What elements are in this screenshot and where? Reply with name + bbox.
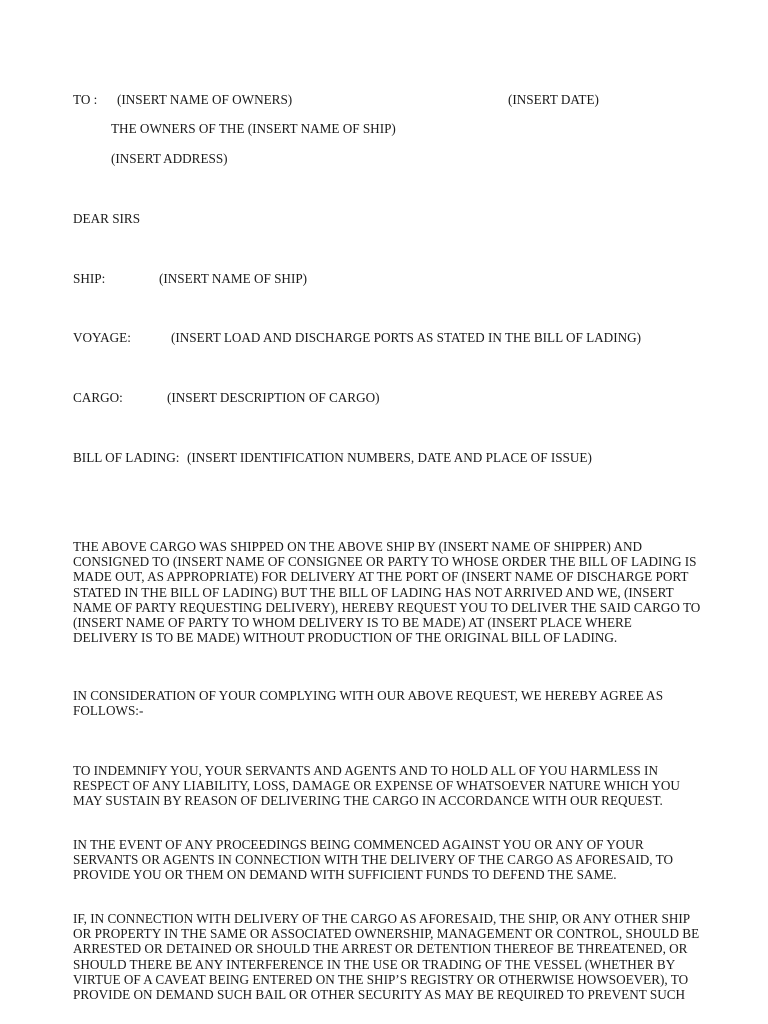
bill-of-lading-value: (INSERT IDENTIFICATION NUMBERS, DATE AND PLACE OF ISSUE): [187, 450, 592, 465]
to-label: TO :: [73, 92, 98, 107]
owners-placeholder: (INSERT NAME OF OWNERS): [117, 92, 293, 107]
paragraph-request: THE ABOVE CARGO WAS SHIPPED ON THE ABOVE SHIP BY (INSERT NAME OF SHIPPER) AND CONSIGNED TO (INSERT NAME OF CONSIGNEE OR PARTY TO WHOSE ORDER THE BILL OF LADING IS MADE OUT, AS APPROPRIATE) FOR DELIVERY AT THE PORT OF (INSERT NAME OF DISCHARGE PORT STATED IN THE BILL OF LADING) BUT THE BILL OF LADING HAS NOT ARRIVED AND WE, (INSERT NAME OF PARTY REQUESTING DELIVERY), HEREBY REQUEST YOU TO DELIVER THE SAID CARGO TO (INSERT NAME OF PARTY TO WHOM DELIVERY IS TO BE MADE) AT (INSERT PLACE WHERE DELIVERY IS TO BE MADE) WITHOUT PRODUCTION OF THE ORIGINAL BILL OF LADING.: [73, 539, 701, 646]
paragraph-indemnify: TO INDEMNIFY YOU, YOUR SERVANTS AND AGENTS AND TO HOLD ALL OF YOU HARMLESS IN RESPECT OF ANY LIABILITY, LOSS, DAMAGE OR EXPENSE OF WHATSOEVER NATURE WHICH YOU MAY SUSTAIN BY REASON OF DELIVERING THE CARGO IN ACCORDANCE WITH OUR REQUEST.: [73, 763, 680, 809]
date-placeholder: (INSERT DATE): [508, 92, 599, 107]
bill-of-lading-label: BILL OF LADING:: [73, 450, 180, 465]
paragraph-arrest: IF, IN CONNECTION WITH DELIVERY OF THE CARGO AS AFORESAID, THE SHIP, OR ANY OTHER SHIP OR PROPERTY IN THE SAME OR ASSOCIATED OWNERSHIP, MANAGEMENT OR CONTROL, SHOULD BE ARRESTED OR DETAINED OR SHOULD THE ARREST OR DETENTION THEREOF BE THREATENED, OR SHOULD THERE BE ANY INTERFERENCE IN THE USE OR TRADING OF THE VESSEL (WHETHER BY VIRTUE OF A CAVEAT BEING ENTERED ON THE SHIP’S REGISTRY OR OTHERWISE HOWSOEVER), TO PROVIDE ON DEMAND SUCH BAIL OR OTHER SECURITY AS MAY BE REQUIRED TO PREVENT SUCH: [73, 911, 700, 1003]
ship-label: SHIP:: [73, 271, 106, 286]
address-placeholder: (INSERT ADDRESS): [111, 151, 228, 166]
salutation: DEAR SIRS: [73, 211, 141, 226]
ship-value: (INSERT NAME OF SHIP): [159, 271, 308, 286]
voyage-label: VOYAGE:: [73, 330, 131, 345]
paragraph-proceedings: IN THE EVENT OF ANY PROCEEDINGS BEING COMMENCED AGAINST YOU OR ANY OF YOUR SERVANTS OR AGENTS IN CONNECTION WITH THE DELIVERY OF THE CARGO AS AFORESAID, TO PROVIDE YOU OR THEM ON DEMAND WITH SUFFICIENT FUNDS TO DEFEND THE SAME.: [73, 837, 673, 883]
paragraph-consideration: IN CONSIDERATION OF YOUR COMPLYING WITH OUR ABOVE REQUEST, WE HEREBY AGREE AS FOLLOWS:-: [73, 688, 664, 719]
voyage-value: (INSERT LOAD AND DISCHARGE PORTS AS STATED IN THE BILL OF LADING): [171, 330, 642, 345]
cargo-label: CARGO:: [73, 390, 123, 405]
cargo-value: (INSERT DESCRIPTION OF CARGO): [167, 390, 380, 405]
owners-of-ship: THE OWNERS OF THE (INSERT NAME OF SHIP): [111, 121, 396, 136]
